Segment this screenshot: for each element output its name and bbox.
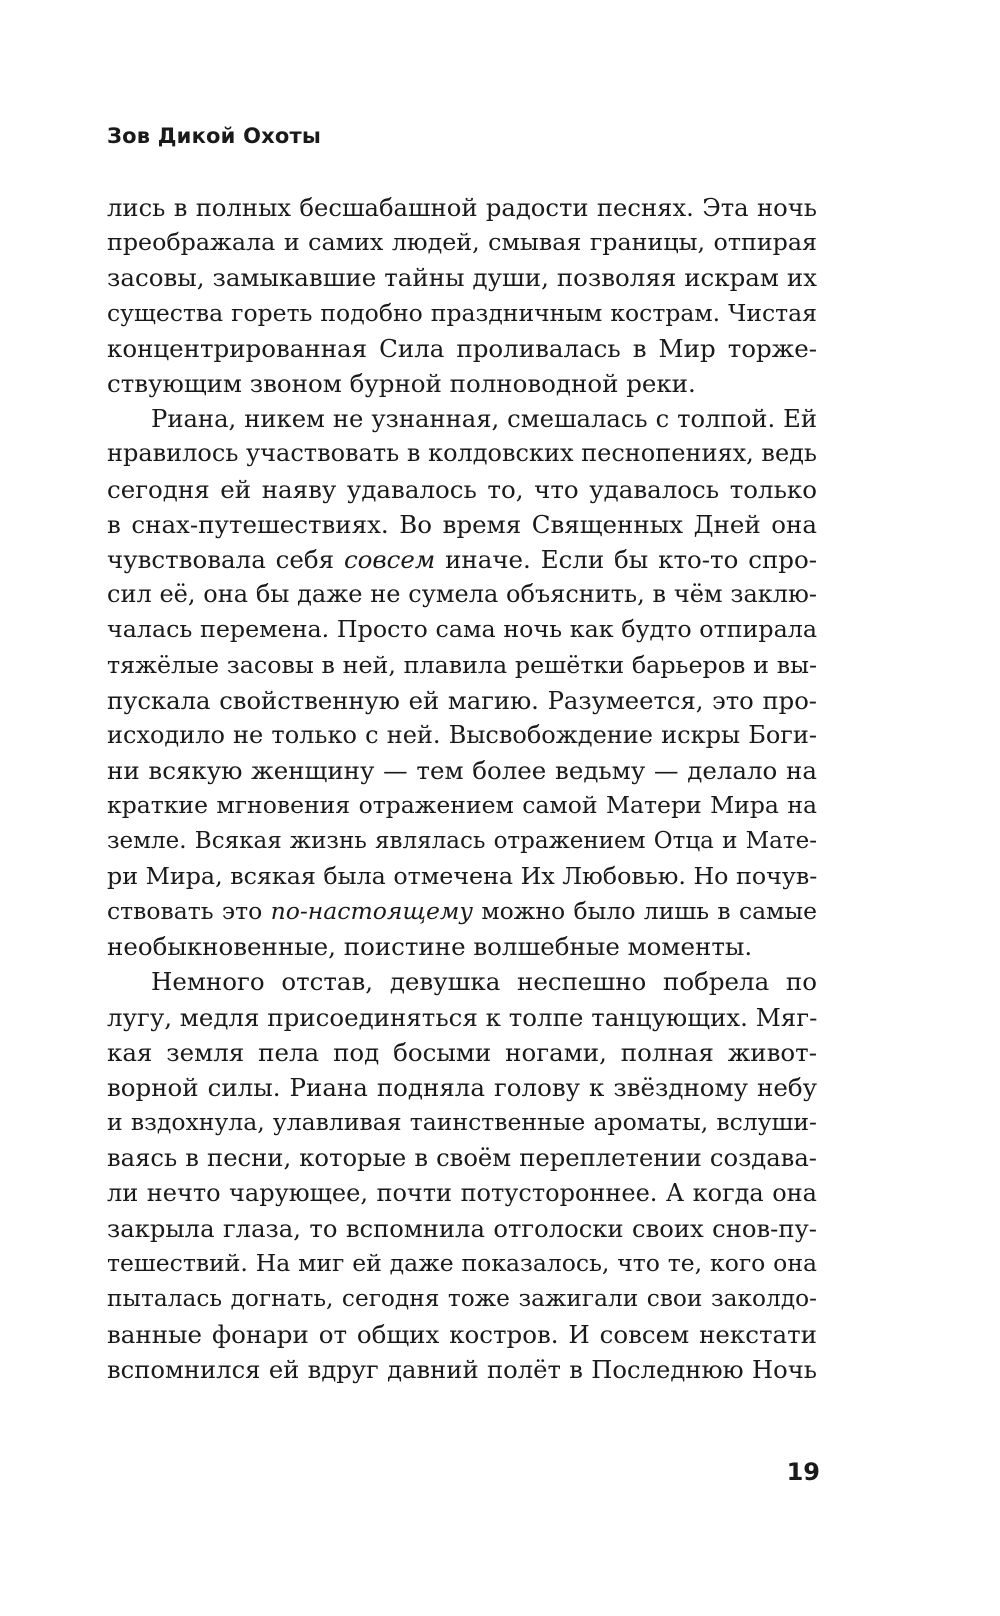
text-line: лугу, медля присоединяться к толпе танцующих. Мяг- bbox=[107, 1002, 818, 1032]
italic-emphasis: совсем bbox=[343, 545, 436, 575]
text-line: ваясь в песни, которые в своём переплетении создава- bbox=[107, 1143, 817, 1173]
text-line: краткие мгновения отражением самой Матери Мира на bbox=[107, 791, 817, 820]
text-line: нравилось участвовать в колдовских песнопениях, ведь bbox=[107, 439, 817, 468]
text-line: тяжёлые засовы в ней, плавила решётки барьеров и вы- bbox=[107, 650, 817, 679]
text-line: и вздохнула, улавливая таинственные ароматы, вслуши- bbox=[107, 1108, 817, 1137]
text-line: ри Мира, всякая была отмечена Их Любовью. Но почув- bbox=[107, 861, 818, 890]
text-line: вспомнился ей вдруг давний полёт в Последнюю Ночь bbox=[107, 1354, 817, 1384]
text-line: пускала свойственную ей магию. Разумеется, это про- bbox=[107, 685, 817, 715]
italic-emphasis: по-настоящему bbox=[270, 897, 473, 926]
text-line: Риана, никем не узнанная, смешалась с толпой. Ей bbox=[151, 404, 817, 434]
paragraph bbox=[107, 401, 817, 964]
text-line: в снах-путешествиях. Во время Священных Дней она bbox=[107, 509, 817, 539]
text-line: концентрированная Сила проливалась в Мир торже- bbox=[107, 333, 817, 363]
text-run: иначе. Если бы кто-то спро- bbox=[435, 545, 817, 575]
text-line: сегодня ей наяву удавалось то, что удавалось только bbox=[107, 474, 817, 504]
text-line: преображала и самих людей, смывая границы, отпирая bbox=[107, 228, 817, 257]
body-text bbox=[107, 190, 817, 1387]
text-line: ли нечто чарующее, почти потустороннее. А когда она bbox=[107, 1178, 817, 1207]
text-line: земле. Всякая жизнь являлась отражением Отца и Мате- bbox=[107, 827, 817, 854]
page-number: 19 bbox=[786, 1458, 820, 1486]
text-line: ствующим звоном бурной полноводной реки. bbox=[107, 369, 696, 399]
text-line: закрыла глаза, то вспомнила отголоски своих снов-пу- bbox=[107, 1213, 817, 1243]
text-line: Немного отстав, девушка неспешно побрела по bbox=[151, 967, 817, 997]
text-line: кая земля пела под босыми ногами, полная живот- bbox=[107, 1037, 817, 1067]
text-line: сил её, она бы даже не сумела объяснить, в чём заклю- bbox=[107, 580, 817, 609]
text-line: лись в полных бесшабашной радости песнях. Эта ночь bbox=[107, 193, 817, 222]
text-line: необыкновенные, поистине волшебные моменты. bbox=[107, 932, 753, 962]
paragraph bbox=[107, 190, 817, 401]
text-line: ванные фонари от общих костров. И совсем некстати bbox=[107, 1319, 817, 1349]
text-line: существа гореть подобно праздничным кострам. Чистая bbox=[107, 298, 817, 327]
text-line bbox=[107, 894, 817, 929]
text-line: засовы, замыкавшие тайны души, позволяя искрам их bbox=[107, 263, 817, 293]
text-line: тешествий. На миг ей даже показалось, что те, кого она bbox=[107, 1249, 817, 1278]
text-run: чувствовала себя bbox=[107, 545, 344, 575]
running-header: Зов Дикой Охоты bbox=[107, 124, 322, 148]
text-line: чалась перемена. Просто сама ночь как будто отпирала bbox=[107, 615, 817, 644]
text-line bbox=[107, 542, 817, 577]
text-run: ствовать это bbox=[107, 897, 271, 926]
text-line: ворной силы. Риана подняла голову к звёздному небу bbox=[107, 1073, 817, 1103]
text-line: пыталась догнать, сегодня тоже зажигали свои заколдо- bbox=[107, 1285, 817, 1313]
text-run: можно было лишь в самые bbox=[473, 897, 818, 926]
paragraph bbox=[107, 964, 817, 1386]
text-line: ни всякую женщину — тем более ведьму — делало на bbox=[107, 756, 817, 786]
text-line: исходило не только с ней. Высвобождение искры Боги- bbox=[107, 721, 817, 750]
